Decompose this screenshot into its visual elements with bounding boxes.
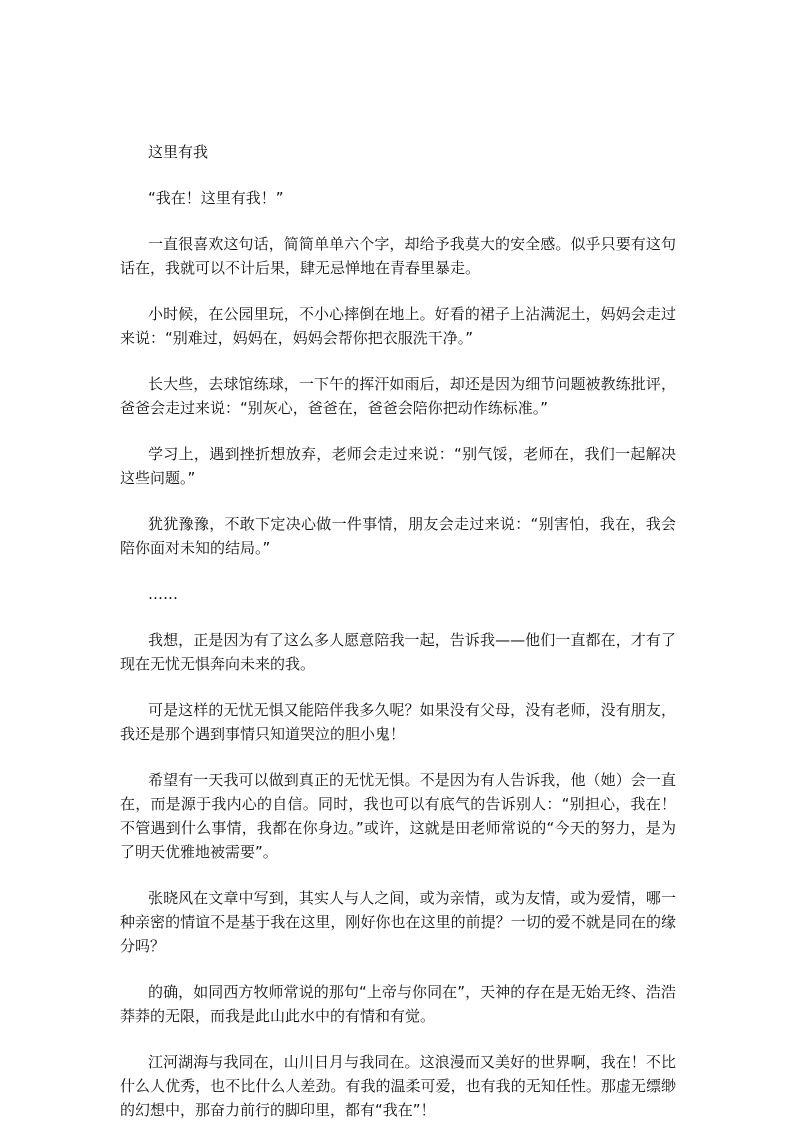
paragraph: 学习上，遇到挫折想放弃，老师会走过来说：“别气馁，老师在，我们一起解决这些问题。” <box>120 445 676 487</box>
paragraph: 江河湖海与我同在，山川日月与我同在。这浪漫而又美好的世界啊，我在！不比什么人优秀，也不比什么人差劲。有我的温柔可爱，也有我的无知任性。那虚无缥缈的幻想中，那奋力前行的脚印里，都有“我在”！ <box>120 1053 676 1119</box>
paragraph: 的确，如同西方牧师常说的那句“上帝与你同在”，天神的存在是无始无终、浩浩莽莽的无限，而我是此山此水中的有情和有觉。 <box>120 983 676 1025</box>
paragraph: 一直很喜欢这句话，简简单单六个字，却给予我莫大的安全感。似乎只要有这句话在，我就可以不计后果，肆无忌惮地在青春里暴走。 <box>120 235 676 277</box>
document-page <box>120 130 676 1144</box>
paragraph: 犹犹豫豫，不敢下定决心做一件事情，朋友会走过来说：“别害怕，我在，我会陪你面对未知的结局。” <box>120 515 676 557</box>
paragraph-ellipsis: …… <box>148 585 178 603</box>
paragraph: 小时候，在公园里玩，不小心摔倒在地上。好看的裙子上沾满泥土，妈妈会走过来说：“别难过，妈妈在，妈妈会帮你把衣服洗干净。” <box>120 305 676 347</box>
paragraph: 希望有一天我可以做到真正的无忧无惧。不是因为有人告诉我，他（她）会一直在，而是源于我内心的自信。同时，我也可以有底气的告诉别人：“别担心，我在！不管遇到什么事情，我都在你身边。”或许，这就是田老师常说的“今天的努力，是为了明天优雅地被需要”。 <box>120 771 676 861</box>
paragraph: 长大些，去球馆练球，一下午的挥汗如雨后，却还是因为细节问题被教练批评，爸爸会走过来说：“别灰心，爸爸在，爸爸会陪你把动作练标准。” <box>120 375 676 417</box>
paragraph-quote: “我在！这里有我！” <box>148 189 284 207</box>
paragraph: 张晓风在文章中写到，其实人与人之间，或为亲情，或为友情，或为爱情，哪一种亲密的情谊不是基于我在这里，刚好你也在这里的前提？一切的爱不就是同在的缘分吗？ <box>120 889 676 955</box>
paragraph: 可是这样的无忧无惧又能陪伴我多久呢？如果没有父母，没有老师，没有朋友，我还是那个遇到事情只知道哭泣的胆小鬼！ <box>120 701 676 743</box>
essay-title: 这里有我 <box>148 143 209 161</box>
paragraph: 我想，正是因为有了这么多人愿意陪我一起，告诉我——他们一直都在，才有了现在无忧无惧奔向未来的我。 <box>120 631 676 673</box>
